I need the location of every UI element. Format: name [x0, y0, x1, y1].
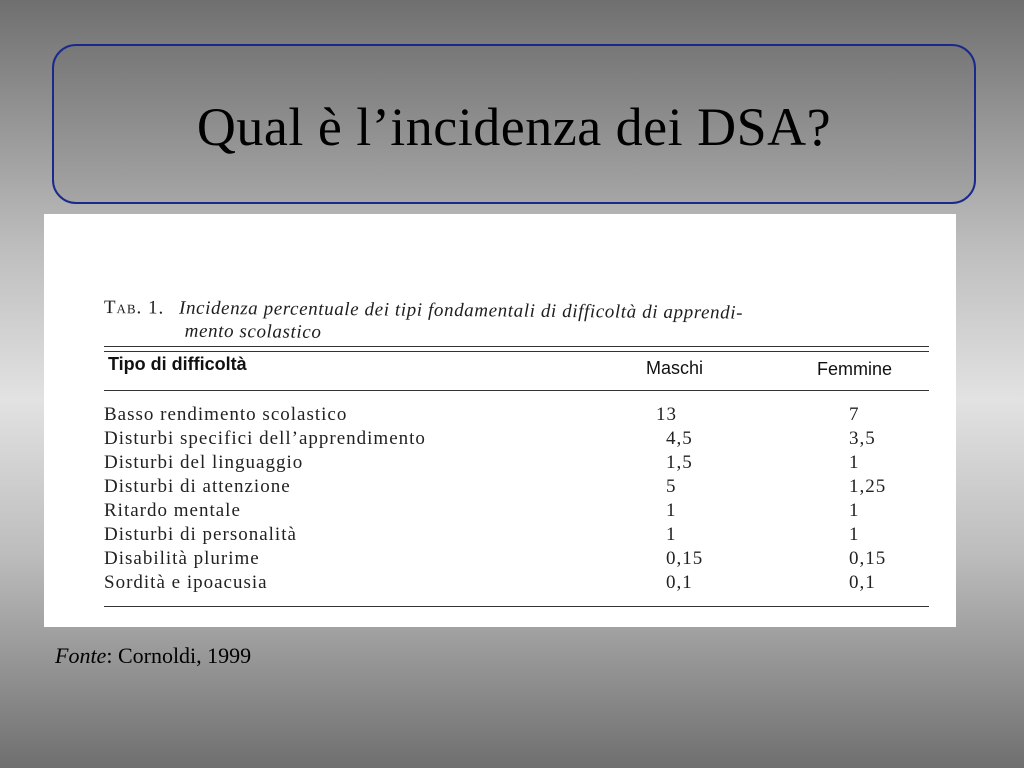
table-row: [104, 548, 934, 572]
row-female-value: 1: [849, 524, 860, 545]
row-female-value: 1: [849, 500, 860, 521]
row-label: Disturbi di attenzione: [104, 476, 291, 497]
row-male-value: 5: [666, 476, 677, 497]
row-label: Basso rendimento scolastico: [104, 404, 348, 425]
table-row: [104, 428, 934, 452]
table-row: [104, 572, 934, 596]
row-label: Ritardo mentale: [104, 500, 241, 521]
header-male: Maschi: [646, 358, 704, 378]
row-male-value: 0,1: [666, 572, 693, 593]
row-male-value: 13: [656, 404, 677, 425]
title-box: [52, 44, 976, 204]
header-type: Tipo di difficoltà: [108, 354, 247, 374]
table-number: Tab. 1.: [103, 296, 165, 319]
table-row: [104, 524, 934, 548]
header-female: Femmine: [817, 359, 893, 379]
row-female-value: 1: [849, 452, 860, 473]
row-female-value: 0,1: [849, 572, 876, 593]
row-female-value: 0,15: [849, 548, 887, 569]
row-female-value: 1,25: [849, 476, 887, 497]
table-row: [104, 500, 934, 524]
slide-title: Qual è l’incidenza dei DSA?: [196, 97, 832, 157]
row-female-value: 3,5: [849, 428, 876, 449]
row-label: Sordità e ipoacusia: [104, 572, 268, 593]
scanned-table-image: [44, 214, 956, 627]
top-rule: [104, 346, 929, 347]
header-rule: [104, 390, 929, 391]
row-label: Disturbi specifici dell’apprendimento: [104, 428, 426, 449]
row-male-value: 1: [666, 524, 677, 545]
table-caption: [104, 296, 934, 349]
table-row: [104, 476, 934, 500]
source-label: Fonte: [55, 643, 107, 668]
source-text: : Cornoldi, 1999: [106, 643, 252, 668]
table-row: [104, 404, 934, 428]
top-rule-inner: [104, 351, 929, 352]
bottom-rule: [104, 606, 929, 607]
row-female-value: 7: [849, 404, 860, 425]
row-male-value: 0,15: [666, 548, 704, 569]
source-citation: [55, 643, 251, 669]
row-male-value: 4,5: [666, 428, 693, 449]
row-label: Disturbi di personalità: [104, 524, 297, 545]
row-label: Disturbi del linguaggio: [104, 452, 304, 473]
row-male-value: 1: [666, 500, 677, 521]
row-male-value: 1,5: [666, 452, 693, 473]
table-caption-line-2: mento scolastico: [184, 320, 322, 343]
table-row: [104, 452, 934, 476]
row-label: Disabilità plurime: [104, 548, 260, 569]
table-caption-line-1: Incidenza percentuale dei tipi fondamentali di difficoltà di apprendi-: [178, 297, 744, 324]
